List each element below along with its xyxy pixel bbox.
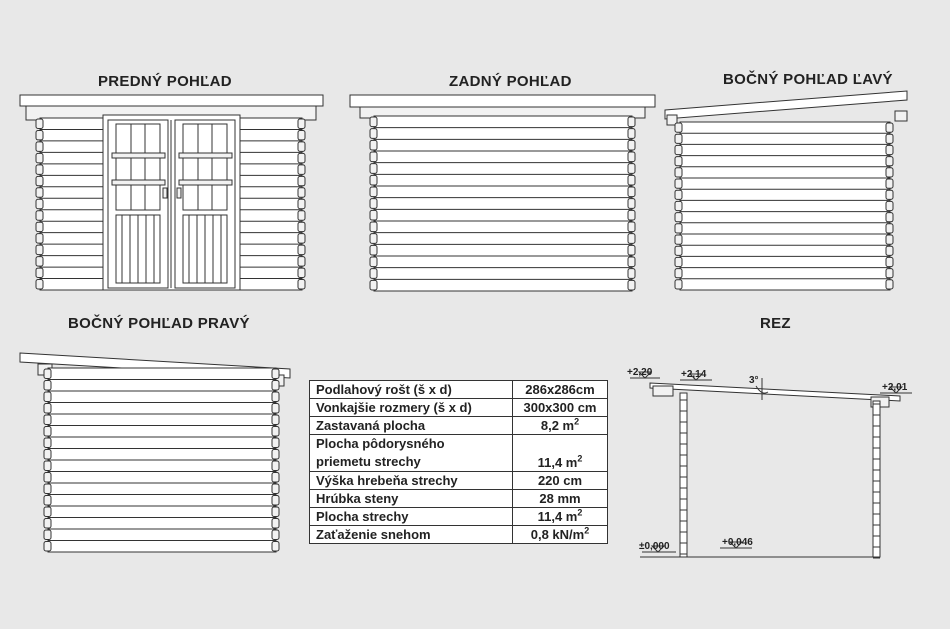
log-end	[298, 165, 305, 174]
log-end	[36, 165, 43, 174]
spec-exponent: 2	[574, 416, 580, 427]
spec-label: Plocha strechy	[310, 508, 513, 526]
log-end	[44, 484, 51, 494]
spec-label-cell	[310, 435, 513, 472]
log-end	[675, 123, 682, 132]
spec-label: Vonkajšie rozmery (š x d)	[310, 399, 513, 417]
log-end	[44, 519, 51, 529]
back-view-drawing	[350, 95, 655, 291]
section-view-drawing	[627, 367, 912, 558]
dim-2-01: +2,01	[882, 382, 908, 393]
log-end	[298, 153, 305, 162]
log-end	[36, 188, 43, 197]
log-end	[370, 175, 377, 185]
log-end	[272, 496, 279, 506]
table-row	[310, 381, 608, 399]
log-end	[298, 211, 305, 220]
log-end	[272, 415, 279, 425]
log-end	[36, 130, 43, 139]
log-end	[36, 211, 43, 220]
log-end	[675, 235, 682, 244]
section-view-title: REZ	[760, 315, 791, 332]
spec-value: 0,8 kN/m	[530, 527, 585, 542]
log-end	[675, 157, 682, 166]
log-end	[370, 129, 377, 139]
log-end	[886, 246, 893, 255]
dim-base-level: ±0,000	[639, 541, 670, 552]
log-end	[886, 145, 893, 154]
log-end	[370, 199, 377, 209]
log-end	[272, 381, 279, 391]
spec-label: Podlahový rošt (š x d)	[310, 381, 513, 399]
log-end	[298, 280, 305, 289]
log-end	[370, 280, 377, 290]
log-end	[886, 168, 893, 177]
log-end	[675, 201, 682, 210]
log-end	[272, 369, 279, 379]
log-end	[370, 269, 377, 279]
log-end	[628, 164, 635, 174]
log-end	[886, 201, 893, 210]
log-end	[886, 190, 893, 199]
spec-label: Zastavaná plocha	[310, 417, 513, 435]
log-end	[44, 542, 51, 552]
table-row	[310, 490, 608, 508]
back-view-title: ZADNÝ POHĽAD	[449, 73, 572, 90]
section-right-wall	[873, 401, 880, 557]
spec-value-cell	[513, 417, 608, 435]
log-end	[628, 187, 635, 197]
log-end	[675, 190, 682, 199]
log-end	[370, 140, 377, 150]
log-end	[298, 257, 305, 266]
spec-value: 286x286cm	[513, 381, 608, 399]
log-end	[36, 153, 43, 162]
log-end	[272, 484, 279, 494]
roof-angle-label: 3°	[749, 375, 759, 386]
log-end	[886, 134, 893, 143]
log-end	[370, 117, 377, 127]
spec-label: Výška hrebeňa strechy	[310, 472, 513, 490]
spec-value: 220 cm	[513, 472, 608, 490]
log-end	[628, 222, 635, 232]
log-end	[370, 164, 377, 174]
log-end	[886, 235, 893, 244]
log-end	[886, 157, 893, 166]
log-end	[44, 496, 51, 506]
log-end	[370, 210, 377, 220]
log-end	[675, 145, 682, 154]
log-end	[675, 269, 682, 278]
spec-exponent: 2	[584, 525, 590, 536]
log-end	[886, 257, 893, 266]
log-end	[628, 234, 635, 244]
table-row	[310, 417, 608, 435]
log-end	[886, 269, 893, 278]
spec-label: Zaťaženie snehom	[310, 526, 513, 544]
log-end	[298, 234, 305, 243]
log-end	[44, 369, 51, 379]
front-view-title: PREDNÝ POHĽAD	[98, 73, 232, 90]
log-end	[628, 269, 635, 279]
right-view-title: BOČNÝ POHĽAD PRAVÝ	[68, 315, 250, 332]
log-end	[675, 224, 682, 233]
log-end	[44, 450, 51, 460]
table-row	[310, 435, 608, 472]
log-end	[886, 224, 893, 233]
log-end	[886, 179, 893, 188]
log-end	[272, 542, 279, 552]
log-end	[36, 199, 43, 208]
spec-exponent: 2	[577, 453, 583, 464]
log-end	[628, 245, 635, 255]
log-end	[272, 404, 279, 414]
log-end	[886, 280, 893, 289]
spec-value-cell	[513, 526, 608, 544]
log-end	[628, 280, 635, 290]
log-end	[370, 187, 377, 197]
log-end	[36, 257, 43, 266]
log-end	[44, 381, 51, 391]
spec-label-line2: priemetu strechy	[316, 454, 421, 469]
table-row	[310, 508, 608, 526]
log-end	[675, 257, 682, 266]
log-end	[272, 438, 279, 448]
left-view-drawing	[665, 91, 907, 290]
log-end	[272, 473, 279, 483]
log-end	[36, 280, 43, 289]
left-view-title: BOČNÝ POHĽAD ĽAVÝ	[723, 71, 893, 88]
wall-outline	[374, 116, 632, 291]
log-end	[675, 179, 682, 188]
spec-table	[309, 380, 608, 544]
log-end	[272, 427, 279, 437]
log-end	[44, 438, 51, 448]
log-end	[370, 152, 377, 162]
log-end	[370, 257, 377, 267]
log-end	[370, 222, 377, 232]
spec-value: 8,2 m	[540, 418, 575, 433]
log-end	[370, 234, 377, 244]
spec-value: 11,4 m	[537, 455, 578, 470]
spec-exponent: 2	[577, 507, 583, 518]
log-end	[36, 176, 43, 185]
log-end	[628, 117, 635, 127]
spec-label: Hrúbka steny	[310, 490, 513, 508]
log-end	[44, 404, 51, 414]
log-end	[298, 119, 305, 128]
log-end	[298, 199, 305, 208]
spec-value: 11,4 m	[537, 509, 578, 524]
table-row	[310, 526, 608, 544]
spec-label: Plocha pôdorysného	[316, 436, 445, 451]
log-end	[44, 392, 51, 402]
table-row	[310, 399, 608, 417]
log-end	[675, 246, 682, 255]
log-end	[298, 142, 305, 151]
log-end	[298, 188, 305, 197]
front-view-drawing	[20, 95, 323, 290]
log-end	[675, 213, 682, 222]
wall-outline	[680, 122, 890, 290]
log-end	[36, 222, 43, 231]
log-end	[44, 461, 51, 471]
spec-value-cell	[513, 435, 608, 472]
log-end	[675, 134, 682, 143]
log-end	[298, 245, 305, 254]
log-end	[886, 123, 893, 132]
log-end	[36, 142, 43, 151]
log-end	[628, 257, 635, 267]
dim-2-14: +2,14	[681, 369, 707, 380]
dim-floor-level: +0,046	[722, 537, 753, 548]
log-end	[44, 530, 51, 540]
log-end	[298, 176, 305, 185]
log-end	[44, 427, 51, 437]
log-end	[44, 507, 51, 517]
log-end	[272, 519, 279, 529]
log-end	[272, 392, 279, 402]
log-end	[272, 530, 279, 540]
log-end	[298, 130, 305, 139]
log-end	[628, 175, 635, 185]
log-end	[675, 168, 682, 177]
right-view-drawing	[20, 353, 290, 552]
log-end	[272, 450, 279, 460]
dim-2-20: +2,20	[627, 367, 653, 378]
spec-value: 300x300 cm	[513, 399, 608, 417]
log-end	[370, 245, 377, 255]
log-end	[886, 213, 893, 222]
log-end	[36, 268, 43, 277]
log-end	[44, 415, 51, 425]
log-end	[36, 245, 43, 254]
log-end	[44, 473, 51, 483]
log-end	[628, 140, 635, 150]
log-end	[628, 152, 635, 162]
log-end	[298, 268, 305, 277]
log-end	[36, 119, 43, 128]
log-end	[675, 280, 682, 289]
log-end	[628, 199, 635, 209]
spec-value: 28 mm	[513, 490, 608, 508]
table-row	[310, 472, 608, 490]
log-end	[36, 234, 43, 243]
log-end	[628, 210, 635, 220]
log-end	[272, 507, 279, 517]
log-end	[298, 222, 305, 231]
log-end	[272, 461, 279, 471]
log-end	[628, 129, 635, 139]
spec-value-cell	[513, 508, 608, 526]
